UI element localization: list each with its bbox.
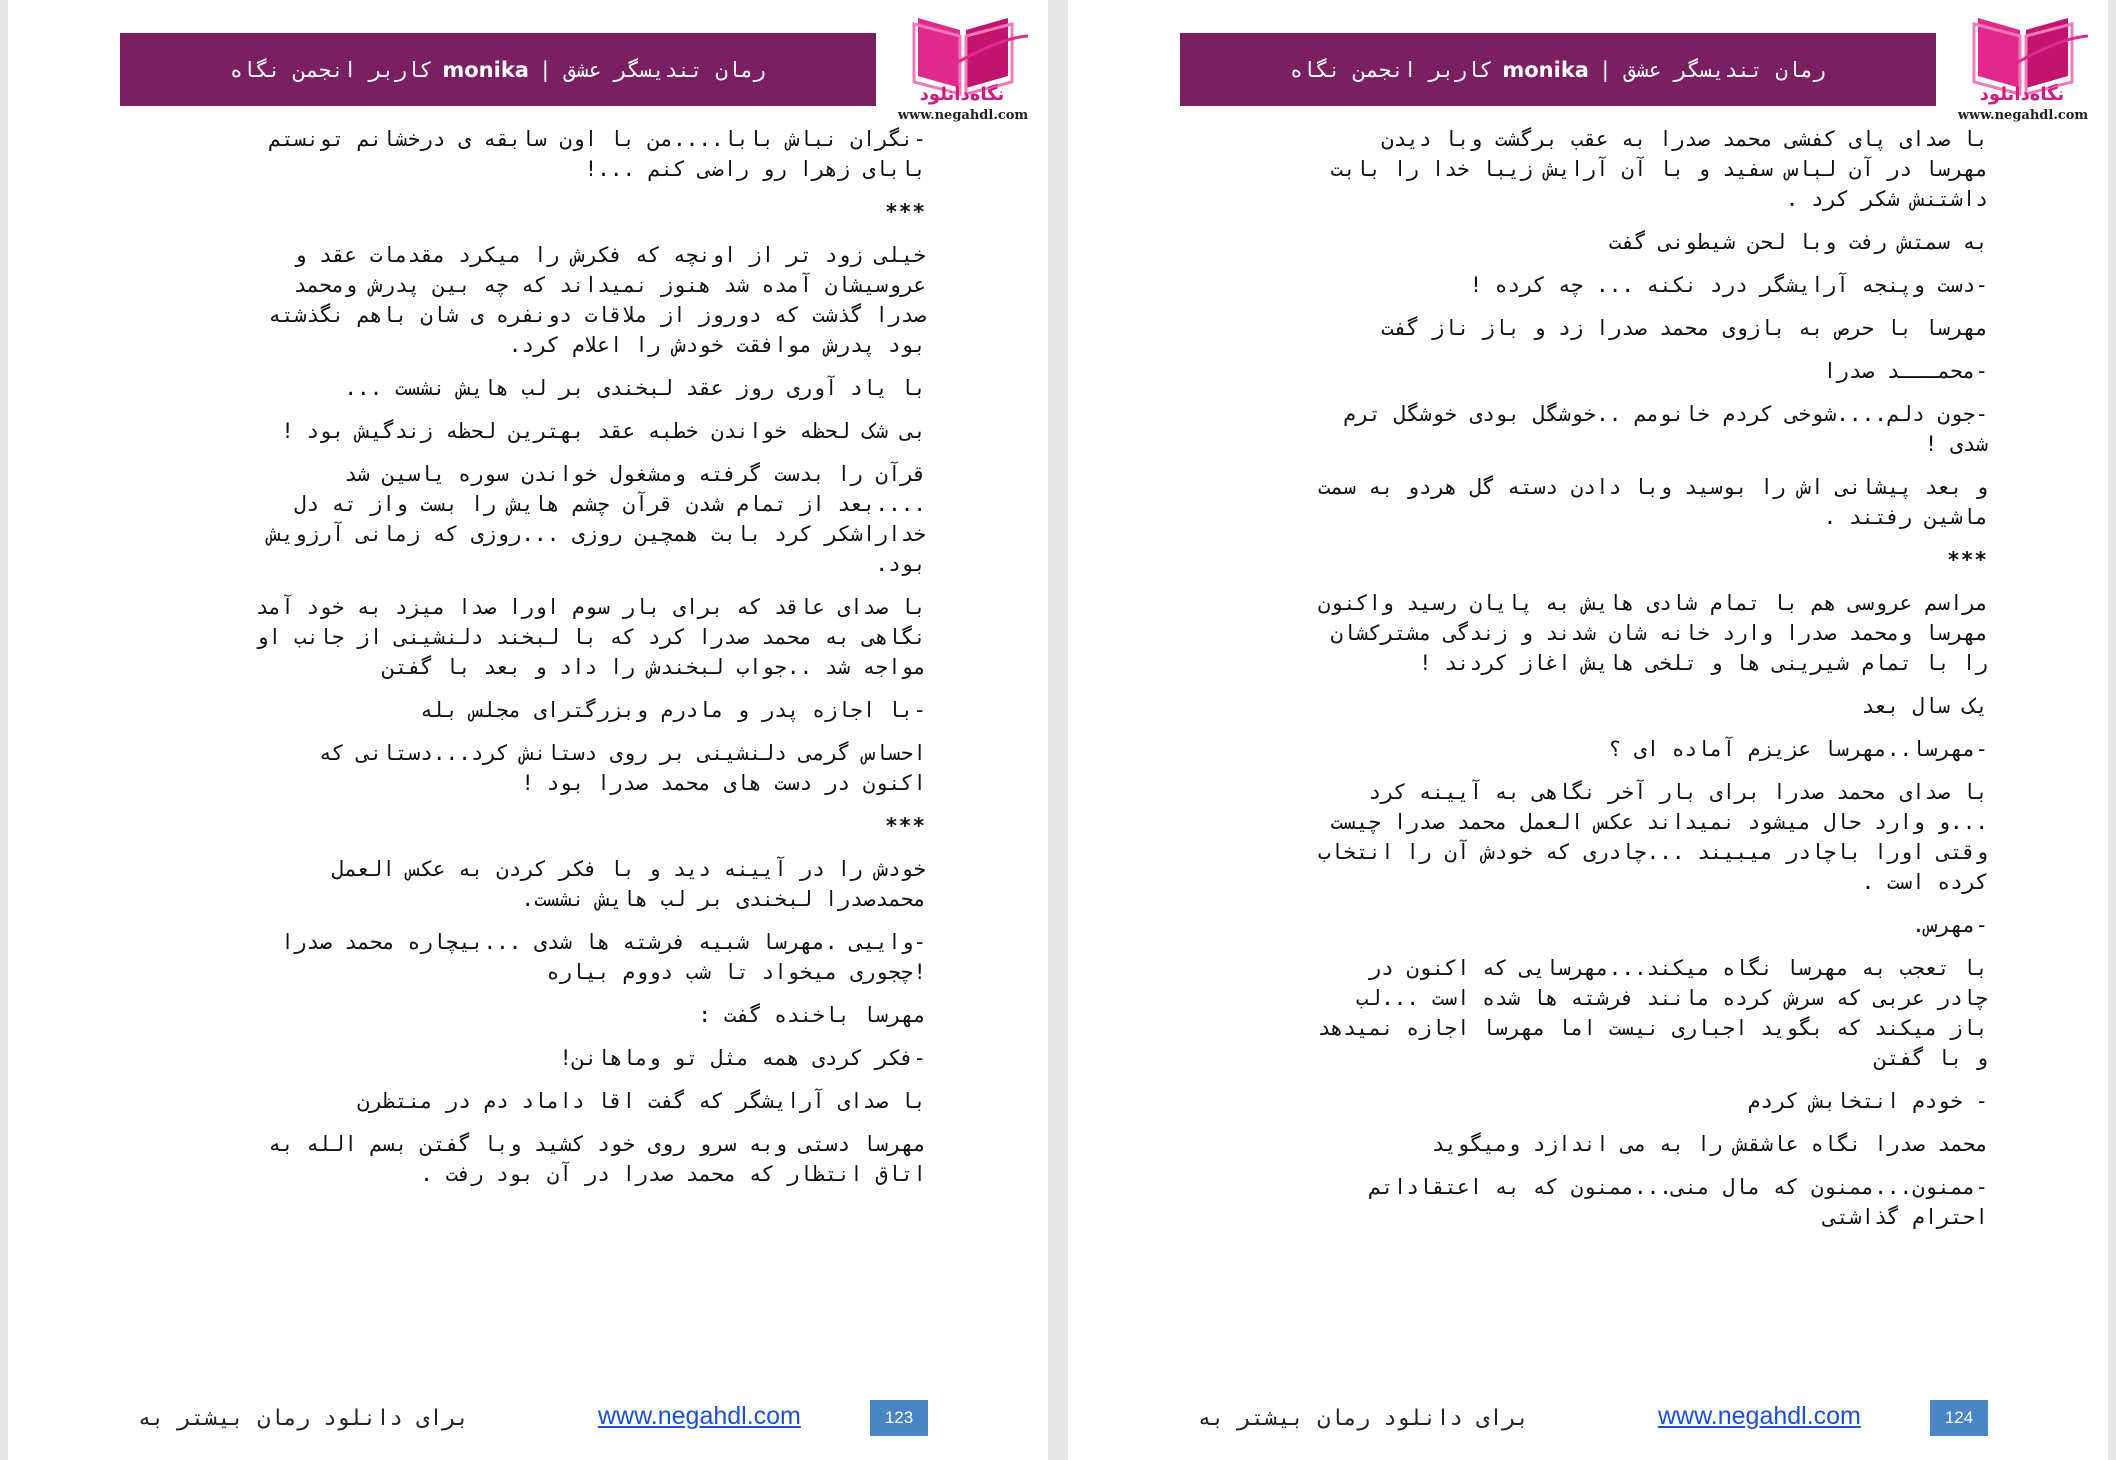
footer-promo: برای دانلود رمان بیشتر به (1198, 1406, 1530, 1431)
paragraph: خودش را در آیینه دید و با فکر کردن به عکس العمل محمدصدرا لبخندی بر لب هایش نشست. (331, 857, 926, 911)
paragraph: -دست وپنجه آرایشگر درد نکنه ... چه کرده ! (1469, 273, 1988, 297)
paragraph: با یاد آوری روز عقد لبخندی بر لب هایش نشست ... (344, 376, 926, 400)
paragraph: -واییی .مهرسا شبیه فرشته ها شدی ...بیچاره محمد صدرا !چجوری میخواد تا شب دووم بیاره (281, 930, 926, 984)
paragraph: به سمتش رفت وبا لحن شیطونی گفت (1608, 230, 1988, 254)
paragraph: با صدای عاقد که برای بار سوم اورا صدا میزد به خود آمد نگاهی به محمد صدرا کرد که با لبخند دلنشینی از جانب او مواجه شد ..جواب لبخندش را داد و بعد با گفتن (255, 595, 926, 679)
page-footer (138, 1400, 918, 1440)
section-divider: *** (1947, 548, 1988, 572)
section-divider: *** (885, 814, 926, 838)
paragraph: قرآن را بدست گرفته ومشغول خواندن سوره یاسین شد ....بعد از تمام شدن قرآن چشم هایش را بست واز ته دل خداراشکر کرد بابت همچین روزی ...روزی که زمانی آرزویش بود. (268, 462, 926, 576)
logo-brand: نگاه‌دانلود (1979, 84, 2065, 105)
paragraph: مهرسا دستی وبه سرو روی خود کشید وبا گفتن بسم الله به اتاق انتظار که محمد صدرا در آن بود رفت . (268, 1132, 926, 1186)
paragraph: -ممنون...ممنون که مال منی...ممنون که به اعتقاداتم احترام گذاشتی (1368, 1175, 1988, 1229)
body-text (136, 124, 926, 1202)
paragraph: و بعد پیشانی اش را بوسید وبا دادن دسته گل هردو به سمت ماشین رفتند . (1317, 475, 1988, 529)
paragraph: احساس گرمی دلنشینی بر روی دستانش کرد...دستانی که اکنون در دست های محمد صدرا بود ! (319, 741, 926, 795)
logo-site: www.negahdl.com (1957, 108, 2089, 123)
footer-link[interactable]: www.negahdl.com (598, 1402, 801, 1430)
page-header (1180, 33, 1936, 106)
negahdl-logo[interactable] (888, 8, 1038, 128)
header-title: رمان تندیسگر عشق (1623, 57, 1826, 82)
paragraph: -جون دلم....شوخی کردم خانومم ..خوشگل بودی خوشگل ترم شدی ! (1343, 402, 1988, 456)
footer-link[interactable]: www.negahdl.com (1658, 1402, 1861, 1430)
paragraph: -با اجازه پدر و مادرم وبزرگترای مجلس بله (420, 698, 926, 722)
page-123 (8, 0, 1048, 1460)
header-title: رمان تندیسگر عشق (563, 57, 766, 82)
paragraph: -مهرسا..مهرسا عزیزم آماده ای ؟ (1608, 737, 1988, 761)
paragraph: با صدای محمد صدرا برای بار آخر نگاهی به آیینه کرد ...و وارد حال میشود نمیداند عکس العمل محمد صدرا چیست وقتی اورا باچادر میبیند ...چادری که خودش آن را انتخاب کرده است . (1317, 780, 1988, 894)
page-124 (1068, 0, 2108, 1460)
section-divider: *** (885, 200, 926, 224)
page-footer (1198, 1400, 1978, 1440)
logo-site: www.negahdl.com (897, 108, 1029, 123)
header-subtitle: کاربر انجمن نگاه (230, 57, 433, 82)
paragraph: مهرسا با حرص به بازوی محمد صدرا زد و باز ناز گفت (1381, 316, 1988, 340)
header-author: monika (442, 57, 529, 82)
paragraph: بی شک لحظه خواندن خطبه عقد بهترین لحظه زندگیش بود ! (281, 419, 926, 443)
negahdl-logo[interactable] (1948, 8, 2098, 128)
paragraph: با صدای آرایشگر که گفت اقا داماد دم در منتظرن (357, 1089, 926, 1113)
body-text (1198, 124, 1988, 1245)
paragraph: با تعجب به مهرسا نگاه میکند...مهرسایی که اکنون در چادر عربی که سرش کرده مانند فرشته ها شده است ...لب باز میکند که بگوید اجباری نیست اما مهرسا اجازه نمیدهد و با گفتن (1317, 956, 1988, 1070)
paragraph: با صدای پای کفشی محمد صدرا به عقب برگشت وبا دیدن مهرسا در آن لباس سفید و با آن آرایش زیبا خدا را بابت داشتنش شکر کرد . (1330, 127, 1988, 211)
header-author: monika (1502, 57, 1589, 82)
paragraph: -نگران نباش بابا....من با اون سابقه ی درخشانم تونستم بابای زهرا رو راضی کنم ...! (268, 127, 926, 181)
header-separator: | (538, 57, 554, 82)
page-number-badge: 124 (1930, 1400, 1988, 1436)
header-subtitle: کاربر انجمن نگاه (1290, 57, 1493, 82)
page-header (120, 33, 876, 106)
footer-promo: برای دانلود رمان بیشتر به (138, 1406, 470, 1431)
header-separator: | (1598, 57, 1614, 82)
paragraph: -محمـــد صدرا (1823, 359, 1988, 383)
paragraph: مراسم عروسی هم با تمام شادی هایش به پایان رسید واکنون مهرسا ومحمد صدرا وارد خانه شان شدند و زندگی مشترکشان را با تمام شیرینی ها و تلخی هایش اغاز کردند ! (1317, 591, 1988, 675)
paragraph: -فکر کردی همه مثل تو وماهانن! (559, 1046, 926, 1070)
paragraph: خیلی زود تر از اونچه که فکرش را میکرد مقدمات عقد و عروسیشان آمده شد هنوز نمیداند که چه بین پدرش ومحمد صدرا گذشت که دوروز از ملاقات دونفره ی شان باهم نگذشته بود پدرش موافقت خودش را اعلام کرد. (268, 243, 926, 357)
paragraph: - خودم انتخابش کردم (1747, 1089, 1988, 1113)
paragraph: -مهرس. (1912, 913, 1988, 937)
paragraph: مهرسا باخنده گفت : (698, 1003, 926, 1027)
paragraph: یک سال بعد (1861, 694, 1988, 718)
logo-brand: نگاه‌دانلود (919, 84, 1005, 105)
page-number-badge: 123 (870, 1400, 928, 1436)
paragraph: محمد صدرا نگاه عاشقش را به می اندازد ومیگوید (1431, 1132, 1988, 1156)
